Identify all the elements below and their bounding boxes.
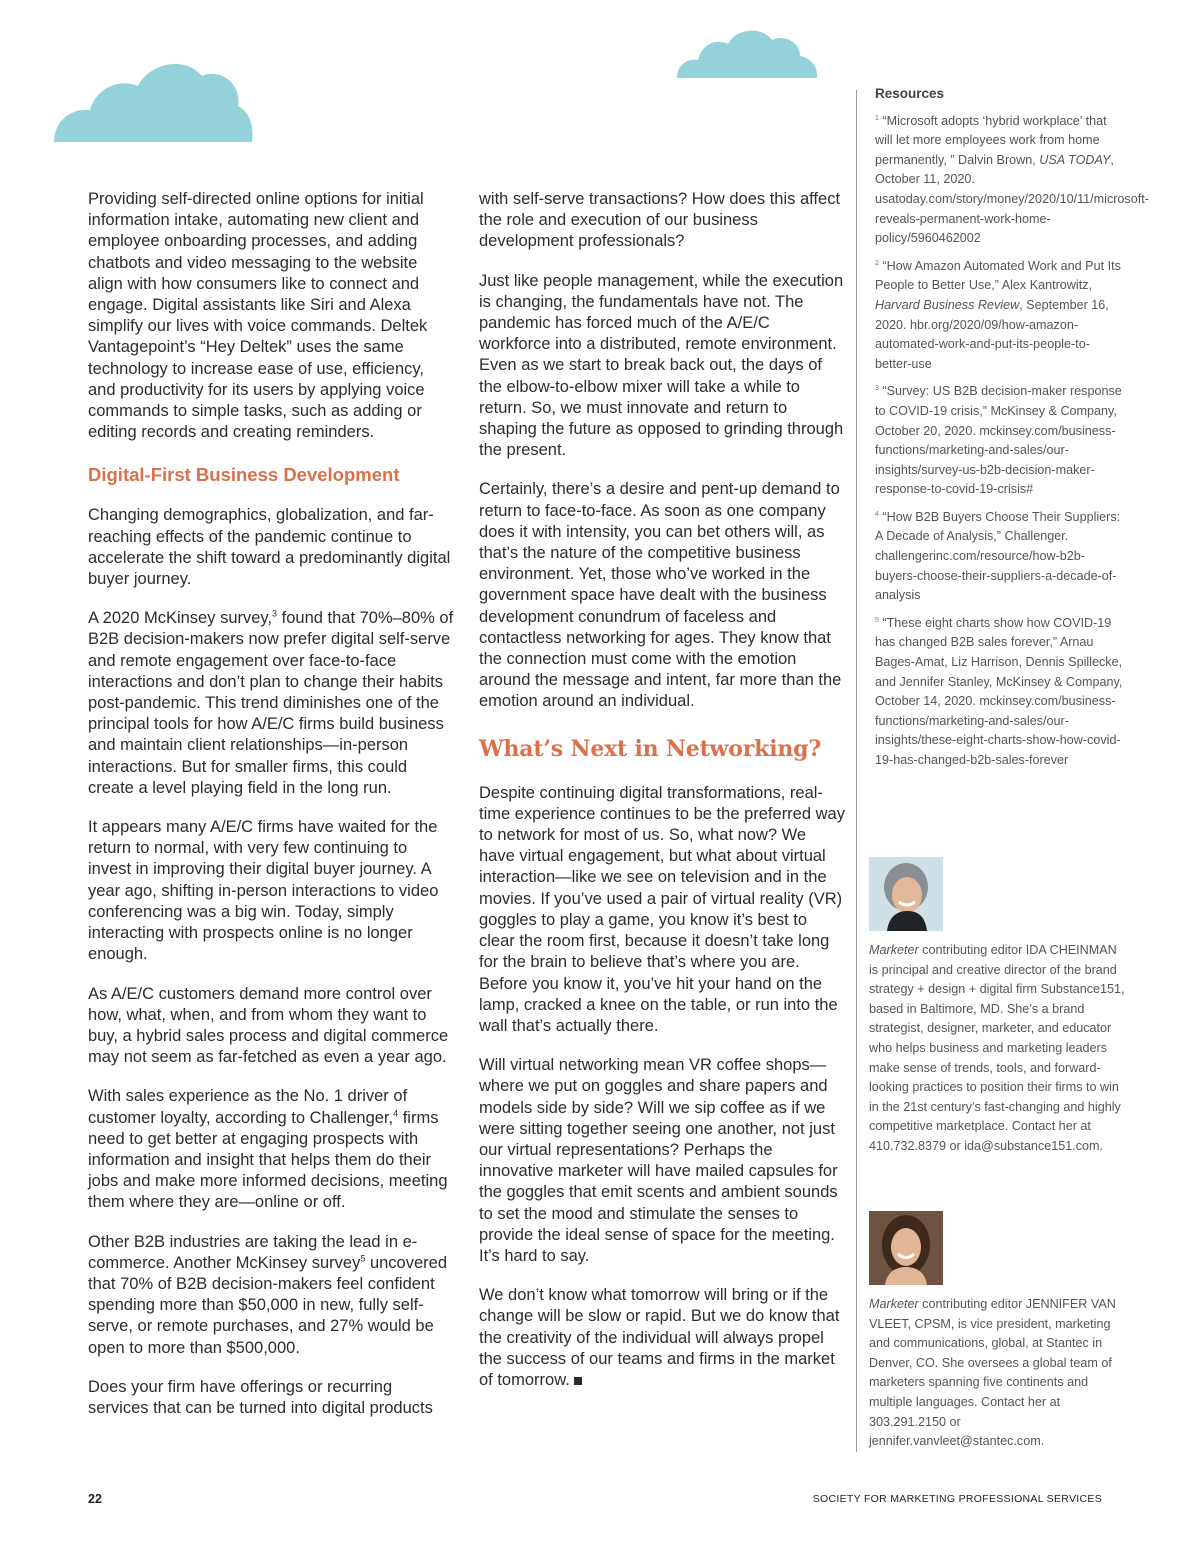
author-bio: Marketer contributing editor IDA CHEINMAN is principal and creative director of the brand strategy + design + digital firm Substance151, based in Baltimore, MD. She’s a brand strategist, designer, marketer, and educator who helps business and marketing leaders make sense of trends, tools, and forward-looking practices to position their firms to win in the 21st century’s fast-changing and highly competitive marketplace. Contact her at 410.732.8379 or ida@substance151.com.: [869, 943, 1125, 1153]
paragraph: Just like people management, while the execution is changing, the fundamentals have not. The pandemic has forced much of the A/E/C workforce into a distributed, remote environment. Even as we start to break back out, the days of the elbow-to-elbow mixer will take a while to return. So, we must innovate and return to shaping the future as opposed to grinding through the present.: [479, 271, 844, 460]
resource-ref: $^2$ “How Amazon Automated Work and Put Its People to Better Use,” Alex Kantrowitz, Harvard Business Review, September 16, 2020. hbr.org/2020/09/how-amazon-automated-work-and-put-its-people-to-better-use: [875, 258, 1121, 371]
sidebar-divider: [856, 90, 857, 1452]
paragraph: Despite continuing digital transformations, real-time experience continues to be the preferred way to network for most of us. So, what now? We have virtual engagement, but what about virtual interaction—like we see on television and in the movies. If you’ve used a pair of virtual reality (VR) goggles to play a game, you know it’s best to clear the room first, because it doesn’t take long for the brain to believe that’s where you are. Before you know it, you’ve hit your hand on the lamp, cracked a knee on the table, or run into the wall that’s actually there.: [479, 783, 845, 1035]
resource-ref: $^1$ “Microsoft adopts ‘hybrid workplace’ that will let more employees work from home permanently, ” Dalvin Brown, USA TODAY, October 11, 2020. usatoday.com/story/money/2020/10/11/microsoft-reveals-permanent-work-home-policy/5960462002: [875, 113, 1149, 246]
author-photo-jennifer-van-vleet: [869, 1211, 943, 1285]
author-bio: Marketer contributing editor JENNIFER VAN VLEET, CPSM, is vice president, marketing and communications, global, at Stantec in Denver, CO. She oversees a global team of marketers spanning five continents and multiple languages. Contact her at 303.291.2150 or jennifer.vanvleet@stantec.com.: [869, 1297, 1116, 1449]
section-heading: What’s Next in Networking?: [479, 735, 822, 762]
paragraph: Certainly, there’s a desire and pent-up demand to return to face-to-face. As soon as one company does it with intensity, you can bet others will, as that’s the nature of the competitive business environment. Yet, those who’ve worked in the government space have dealt with the business development conundrum of faceless and contactless networking for ages. They know that the connection must come with the emotion around the message and intent, far more than the emotion around an individual.: [479, 480, 842, 711]
footer-organization: SOCIETY FOR MARKETING PROFESSIONAL SERVICES: [812, 1493, 1102, 1505]
footnote-ref: 3: [272, 608, 278, 619]
page-number: 22: [88, 1492, 102, 1506]
paragraph: with self-serve transactions? How does this affect the role and execution of our business development professionals?: [479, 190, 841, 251]
resources-title: Resources: [875, 86, 945, 101]
paragraph: Changing demographics, globalization, and far-reaching effects of the pandemic continue to accelerate the shift toward a predominantly digital buyer journey.: [88, 506, 451, 589]
paragraph: A 2020 McKinsey survey,$^3$ found that 70%–80% of B2B decision-makers now prefer digital self-serve and remote engagement over face-to-face interactions and don’t plan to change their habits post-pandemic. This trend diminishes one of the principal tools for how A/E/C firms build business and maintain client relationships—in-person interactions. But for smaller firms, this could create a level playing field in the long run.: [88, 608, 454, 797]
resources-sidebar: [875, 84, 1149, 779]
resource-ref: $^5$ “These eight charts show how COVID-19 has changed B2B sales forever,” Arnau Bages-Amat, Liz Harrison, Dennis Spillecke, and Jennifer Stanley, McKinsey & Company, October 14, 2020. mckinsey.com/business-functions/marketing-and-sales/our-insights/these-eight-charts-show-how-covid-19-has-changed-b2b-sales-forever: [875, 615, 1123, 767]
cloud-right-decoration: [676, 26, 818, 78]
section-heading: Digital-First Business Development: [88, 464, 400, 486]
paragraph: With sales experience as the No. 1 driver of customer loyalty, according to Challenger,$^4$ firms need to get better at engaging prospects with information and insight that helps them do their jobs and make more informed decisions, meeting them where they are—online or off.: [88, 1087, 448, 1212]
resource-ref: $^4$ “How B2B Buyers Choose Their Suppliers: A Decade of Analysis,” Challenger. challengerinc.com/resource/how-b2b-buyers-choose-their-suppliers-a-decade-of-analysis: [875, 509, 1121, 603]
end-of-article-mark: [574, 1377, 582, 1385]
paragraph: Does your firm have offerings or recurring services that can be turned into digital products: [88, 1377, 433, 1417]
paragraph: We don’t know what tomorrow will bring or if the change will be slow or rapid. But we do know that the creativity of the individual will always propel the success of our teams and firms in the market of tomorrow.: [479, 1286, 840, 1389]
paragraph: As A/E/C customers demand more control over how, what, when, and from whom they want to buy, a hybrid sales process and digital commerce may not seem as far-fetched as even a year ago.: [88, 984, 449, 1067]
resource-ref: $^3$ “Survey: US B2B decision-maker response to COVID-19 crisis,” McKinsey & Company, October 20, 2020. mckinsey.com/business-functions/marketing-and-sales/our-insights/survey-us-b2b-decision-maker-response-to-covid-19-crisis#: [875, 384, 1122, 497]
paragraph: It appears many A/E/C firms have waited for the return to normal, with very few continuing to invest in improving their digital buyer journey. A year ago, shifting in-person interactions to video conferencing was a big win. Today, simply interacting with prospects online is no longer enough.: [88, 818, 439, 964]
paragraph: Will virtual networking mean VR coffee shops—where we put on goggles and share papers and models side by side? Will we sip coffee as if we were sitting together seeing one another, not just our virtual representations? Perhaps the innovative marketer will have mailed capsules for the goggles that emit scents and ambient sounds to set the mood and stimulate the senses to provide the ideal sense of space for the meeting. It’s hard to say.: [479, 1056, 838, 1265]
cloud-left-decoration: [52, 52, 254, 144]
footnote-ref: 5: [360, 1253, 366, 1264]
article-column-middle: [479, 189, 845, 1409]
author-photo-ida-cheinman: [869, 857, 943, 931]
footnote-ref: 4: [393, 1108, 399, 1119]
paragraph: Providing self-directed online options for initial information intake, automating new client and employee onboarding processes, and adding chatbots and video messaging to the website align with how consumers like to connect and engage. Digital assistants like Siri and Alexa simplify our lives with voice commands. Deltek Vantagepoint’s “Hey Deltek” uses the same technology to increase ease of use, efficiency, and productivity for its users by applying voice commands to simple tasks, such as adding or editing records and creating reminders.: [88, 190, 428, 442]
article-column-left: [88, 189, 454, 1437]
paragraph: Other B2B industries are taking the lead in e-commerce. Another McKinsey survey$^5$ uncovered that 70% of B2B decision-makers feel confident spending more than $50,000 in new, fully self-serve, or remote purchases, and 27% would be open to more than $500,000.: [88, 1232, 448, 1357]
